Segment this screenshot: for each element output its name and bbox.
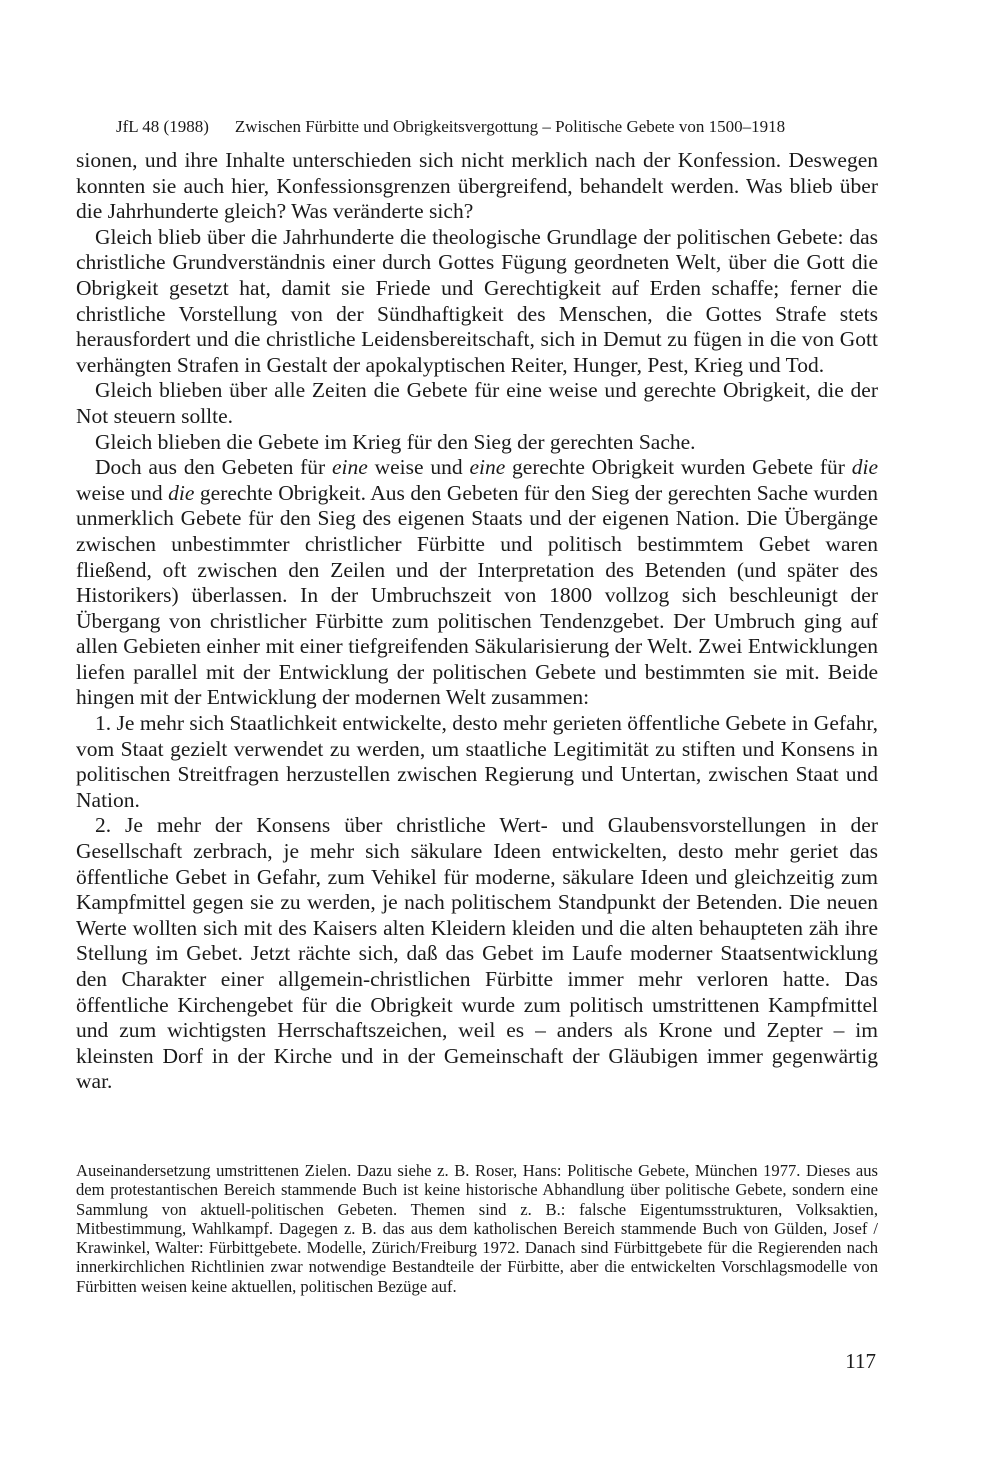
emphasis: eine xyxy=(469,455,506,480)
running-header xyxy=(116,116,876,138)
journal-reference: JfL 48 (1988) xyxy=(116,117,209,136)
paragraph-7: 2. Je mehr der Konsens über christliche Wert- und Glaubensvorstellungen in der Gesellschaft zerbrach, je mehr sich säkulare Ideen entwickelten, desto mehr geriet das öffentliche Gebet in Gefahr, zum Vehikel für moderne, säkulare Ideen und gleichzeitig zum Kampfmittel gegen sie zu werden, je nach politischem Standpunkt der Betenden. Die neuen Werte wollten sich mit des Kaisers alten Kleidern kleiden und die alten behaupteten zäh ihre Stellung im Gebet. Jetzt rächte sich, daß das Gebet im Laufe moderner Staatsentwicklung den Charakter einer allgemein-christlichen Fürbitte immer mehr verloren hatte. Das öffentliche Kirchengebet für die Obrigkeit wurde zum politisch umstrittenen Kampfmittel und zum wichtigsten Herrschaftszeichen, weil es – anders als Krone und Zepter – im kleinsten Dorf in der Kirche und in der Gemeinschaft der Gläubigen immer gegenwärtig war. xyxy=(76,813,878,1094)
emphasis: die xyxy=(851,455,878,480)
paragraph-2: Gleich blieb über die Jahrhunderte die theologische Grundlage der politischen Gebete: das christliche Grundverständnis einer durch Gottes Fügung geordneten Welt, über die Gott die Obrigkeit gesetzt hat, damit sie Friede und Gerechtigkeit auf Erden schaffe; ferner die christliche Vorstellung von der Sündhaftigkeit des Menschen, die Gottes Strafe stets herausfordert und die christliche Leidensbereitschaft, sich in Demut zu fügen in die von Gott verhängten Strafen in Gestalt der apokalyptischen Reiter, Hunger, Pest, Krieg und Tod. xyxy=(76,224,878,377)
paragraph-1: sionen, und ihre Inhalte unterschieden sich nicht merklich nach der Konfession. Deswegen konnten sie auch hier, Konfessionsgrenzen übergreifend, behandelt werden. Was blieb über die Jahrhunderte gleich? Was veränderte sich? xyxy=(76,148,878,224)
running-title: Zwischen Fürbitte und Obrigkeitsvergottung – Politische Gebete von 1500–1918 xyxy=(234,117,786,136)
emphasis: eine xyxy=(332,455,368,480)
text-run: weise und xyxy=(367,455,470,480)
paragraph-5 xyxy=(76,455,878,711)
text-run: weise und xyxy=(76,480,169,505)
main-text xyxy=(76,148,878,1095)
footnote: Auseinandersetzung umstrittenen Zielen. Dazu siehe z. B. Roser, Hans: Politische Gebete, München 1977. Dieses aus dem protestantischen Bereich stammende Buch ist keine historische Abhandlung über politische Gebete, sondern eine Sammlung von aktuell-politischen Gebeten. Themen sind z. B.: falsche Eigentumsstrukturen, Volksaktien, Mitbestimmung, Wahlkampf. Dagegen z. B. das aus dem katholischen Bereich stammende Buch von Gülden, Josef / Krawinkel, Walter: Fürbittgebete. Modelle, Zürich/Freiburg 1972. Danach sind Fürbittgebete für die Regierenden nach innerkirchlichen Richtlinien zwar notwendige Bestandteile der Fürbitte, aber die entwickelten Vorschlagsmodelle von Fürbitten weisen keine aktuellen, politischen Bezüge auf. xyxy=(76,1161,878,1296)
text-run: gerechte Obrigkeit wurden Gebete für xyxy=(505,455,852,480)
paragraph-4: Gleich blieben die Gebete im Krieg für den Sieg der gerechten Sache. xyxy=(95,429,696,454)
text-run: gerechte Obrigkeit. Aus den Gebeten für den Sieg der gerechten Sache wurden unmerklich Gebete für den Sieg des eigenen Staats und der eigenen Nation. Die Übergänge zwischen unbestimmter christlicher Fürbitte und politisch bestimmtem Gebet waren fließend, oft zwischen den Zeilen und der Interpretation des Betenden (und später des Historikers) überlassen. In der Umbruchszeit von 1800 vollzog sich beschleunigt der Übergang von christlicher Fürbitte zum politischen Tendenzgebet. Der Umbruch ging auf allen Gebieten einher mit einer tiefgreifenden Säkularisierung der Welt. Zwei Entwicklungen liefen parallel mit der Entwicklung der politischen Gebete und bestimmten sie mit. Beide hingen mit der Entwicklung der modernen Welt zusammen: xyxy=(76,480,878,710)
emphasis: die xyxy=(168,480,195,505)
paragraph-3: Gleich blieben über alle Zeiten die Gebete für eine weise und gerechte Obrigkeit, die der Not steuern sollte. xyxy=(76,378,878,428)
paragraph-6: 1. Je mehr sich Staatlichkeit entwickelte, desto mehr gerieten öffentliche Gebete in Gefahr, vom Staat gezielt verwendet zu werden, um staatliche Legitimität zu stiften und Konsens in politischen Streitfragen herzustellen zwischen Regierung und Untertan, zwischen Staat und Nation. xyxy=(76,711,878,812)
page-number: 117 xyxy=(845,1349,876,1373)
text-run: Doch aus den Gebeten für xyxy=(95,455,332,480)
